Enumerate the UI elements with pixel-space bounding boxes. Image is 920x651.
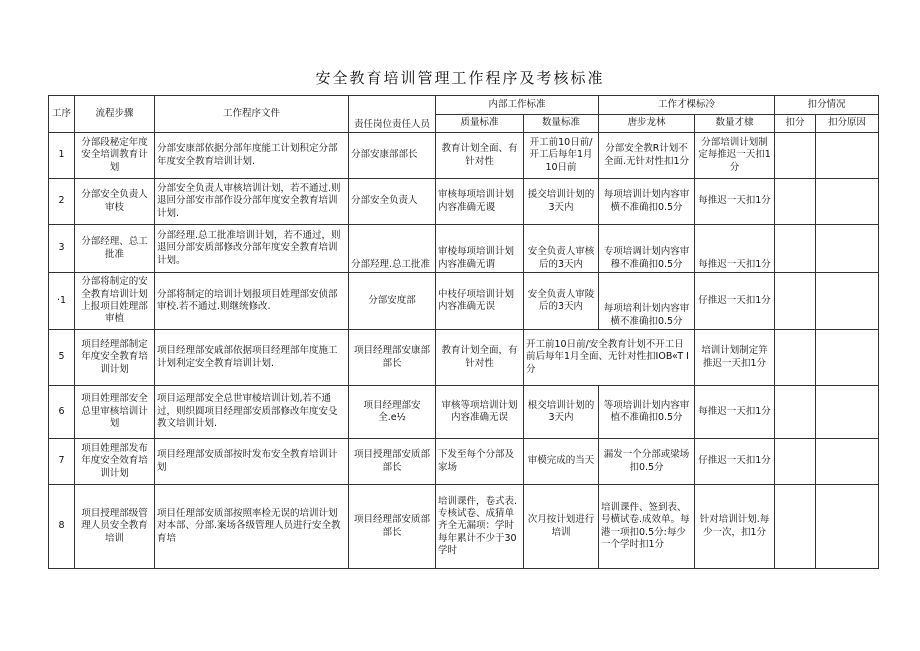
- procedure-doc: 分部安全负责人审核培训计划，若不通过.则退回分部安市部作设分部年度安全教育培训计划.: [155, 179, 349, 225]
- work-quality-std: 培训课件、签到表、号横试卷.成效单。每港一项扣0.5分:每少一个学时扣1分: [599, 485, 695, 569]
- header-qty-only: 数量才棣: [695, 115, 775, 133]
- deduct-points: [775, 330, 816, 386]
- responsible-post: 项目经理部安全.e½: [349, 386, 436, 439]
- header-step-no: 工序: [49, 96, 75, 133]
- quality-standard: 培训课件，卷式表.专核试卷、成猜单齐全无漏项：学时每年累计不少于30学时: [436, 485, 524, 569]
- procedure-doc: 项目经理部安戚部依据项目经理部年度施工计划利定安全教育培训计划.: [155, 330, 349, 386]
- flow-step: 分部安全负责人审枝: [75, 179, 155, 225]
- deduct-reason: [816, 330, 879, 386]
- quality-standard: 审棱每项培训计划内容准确无谓: [436, 225, 524, 273]
- quality-standard: 下发至每个分部及家场: [436, 439, 524, 485]
- responsible-post: 项目经理部安质部部长: [349, 485, 436, 569]
- quality-standard: 审核每项培训计划内容准确无谡: [436, 179, 524, 225]
- flow-step: 项目经理部制定年度安全教育培训计划: [75, 330, 155, 386]
- quality-standard: 教育计划全面、有针对性: [436, 133, 524, 179]
- header-internal: 内部工作标准: [436, 96, 599, 115]
- table-row: [49, 273, 879, 330]
- flow-step: 分部将制定的安全教育培训计划上报项目姓理部审植: [75, 273, 155, 330]
- table-row: [49, 386, 879, 439]
- flow-step: 项目姓理部发布年度安全效育培训计划: [75, 439, 155, 485]
- deduct-points: [775, 273, 816, 330]
- quantity-standard: 开工前10日前/开工后每年1月10日前: [524, 133, 599, 179]
- deduct-points: [775, 439, 816, 485]
- quality-standard: 审核等项培训计划内容准确无误: [436, 386, 524, 439]
- procedure-doc: 项目经理部安质部按时发布安全教育培训计划: [155, 439, 349, 485]
- standards-table: [48, 95, 879, 569]
- header-tang: 唐步龙林: [599, 115, 695, 133]
- work-quality-std: 等项培训计划内容审植不准确扣0.5分: [599, 386, 695, 439]
- header-quantity: 数量标准: [524, 115, 599, 133]
- quality-standard: 中枝仔项培训计划内容准确无误: [436, 273, 524, 330]
- header-deduct-points: 扣分: [775, 115, 816, 133]
- header-work-std: 工作才棵标冷: [599, 96, 775, 115]
- deduct-reason: [816, 386, 879, 439]
- quantity-standard: 审模完成的当天: [524, 439, 599, 485]
- deduct-points: [775, 386, 816, 439]
- row-number: 5: [49, 330, 75, 386]
- procedure-doc: 分部经理.总工批准培训计划，若不通过，则退回分部安质部修改分部年度安全教育培训计划。: [155, 225, 349, 273]
- deduct-reason: [816, 485, 879, 569]
- work-quantity-std: 每推迟一天扣1分: [695, 386, 775, 439]
- deduct-points: [775, 179, 816, 225]
- quantity-standard: 次月按计划进行培训: [524, 485, 599, 569]
- work-quantity-std: 仔推迟一天扣1分: [695, 273, 775, 330]
- procedure-doc: 项目任理部安质部按照率检无误的培训计划对本部、分部.案场各级管理人员进行安全教育培: [155, 485, 349, 569]
- work-quality-std: 分部安全教R计划不全面.无针对性扣1分: [599, 133, 695, 179]
- header-quality: 质量标准: [436, 115, 524, 133]
- header-row-1: [49, 96, 879, 115]
- work-quantity-std: 培训计划制定笄推迟一天扣1分: [695, 330, 775, 386]
- quantity-standard: 根交培训计划的3天内: [524, 386, 599, 439]
- work-quality-std: 每项培利计划内容审横不准确扣0.5分: [599, 273, 695, 330]
- responsible-post: 分部羟理.总工批准: [349, 225, 436, 273]
- row-number: 8: [49, 485, 75, 569]
- table-row: [49, 225, 879, 273]
- deduct-reason: [816, 439, 879, 485]
- procedure-doc: 项目运理部安全总世审棱培训计划,若不通过，则织圆项目经理部安质部修改年度安殳教文培训计划.: [155, 386, 349, 439]
- responsible-post: 分部安全负责人: [349, 179, 436, 225]
- deduct-points: [775, 485, 816, 569]
- table-row: [49, 179, 879, 225]
- responsible-post: 项目经理部安康部部长: [349, 330, 436, 386]
- row-number: 7: [49, 439, 75, 485]
- responsible-post: 分部安度部: [349, 273, 436, 330]
- deduct-reason: [816, 273, 879, 330]
- work-quantity-std: 仔推迟一天扣1分: [695, 439, 775, 485]
- flow-step: 分部段秘定年度安全培训教育计划: [75, 133, 155, 179]
- work-quality-std: 漏发一个分部或梁场扣0.5分: [599, 439, 695, 485]
- procedure-doc: 分部将制定的培训计划报项目姓理部安侦部审校.若不通过.则继统修改.: [155, 273, 349, 330]
- deduct-points: [775, 133, 816, 179]
- row-number: 1: [49, 133, 75, 179]
- header-doc: 工作程序文件: [155, 96, 349, 133]
- header-deduct: 扣分情况: [775, 96, 879, 115]
- procedure-doc: 分部安康部依据分部年度能工计划积定分部年度安全教育培训计划.: [155, 133, 349, 179]
- responsible-post: 分部安康部部长: [349, 133, 436, 179]
- flow-step: 分部经理、总工批准: [75, 225, 155, 273]
- row-number: 2: [49, 179, 75, 225]
- quantity-standard: 安全负责人审陵后的3天内: [524, 273, 599, 330]
- table-row: [49, 133, 879, 179]
- header-deduct-reason: 扣分原因: [816, 115, 879, 133]
- quantity-standard: 安全负责人审核后的3天内: [524, 225, 599, 273]
- deduct-reason: [816, 179, 879, 225]
- work-quality-std: 专项培调计划内容审穆不准确扣0.5分: [599, 225, 695, 273]
- deduct-reason: [816, 225, 879, 273]
- deduct-reason: [816, 133, 879, 179]
- page-title: 安全教育培训管理工作程序及考核标准: [315, 69, 605, 87]
- work-quantity-std: 针对培训计划.每少一次，扣1分: [695, 485, 775, 569]
- row-number: 3: [49, 225, 75, 273]
- table-row: [49, 485, 879, 569]
- work-quantity-std: 分部培训计划制定每推迟一天扣1分: [695, 133, 775, 179]
- quantity-standard: 开工前10日前/安全教育计划不开工日前后每年1月全面、无针对性扣IOB«T I分: [524, 330, 695, 386]
- row-number: 6: [49, 386, 75, 439]
- work-quality-std: 每项培训计划内容审横不准确扣0.5分: [599, 179, 695, 225]
- flow-step: 项目姓理部安全总里审核培训计划: [75, 386, 155, 439]
- quantity-standard: 援交培训计划的3天内: [524, 179, 599, 225]
- table-row: [49, 439, 879, 485]
- deduct-points: [775, 225, 816, 273]
- work-quantity-std: 每推迟一天扣1分: [695, 179, 775, 225]
- header-resp: 责任岗位责任人员: [349, 96, 436, 133]
- responsible-post: 项目授理部安质部部长: [349, 439, 436, 485]
- flow-step: 项目授理部级管理人员安全教育培训: [75, 485, 155, 569]
- header-flow: 流程步骤: [75, 96, 155, 133]
- quality-standard: 教育计划全面，有针对性: [436, 330, 524, 386]
- work-quantity-std: 每推迟一天扣1分: [695, 225, 775, 273]
- table-row: [49, 330, 879, 386]
- row-number: ·1: [49, 273, 75, 330]
